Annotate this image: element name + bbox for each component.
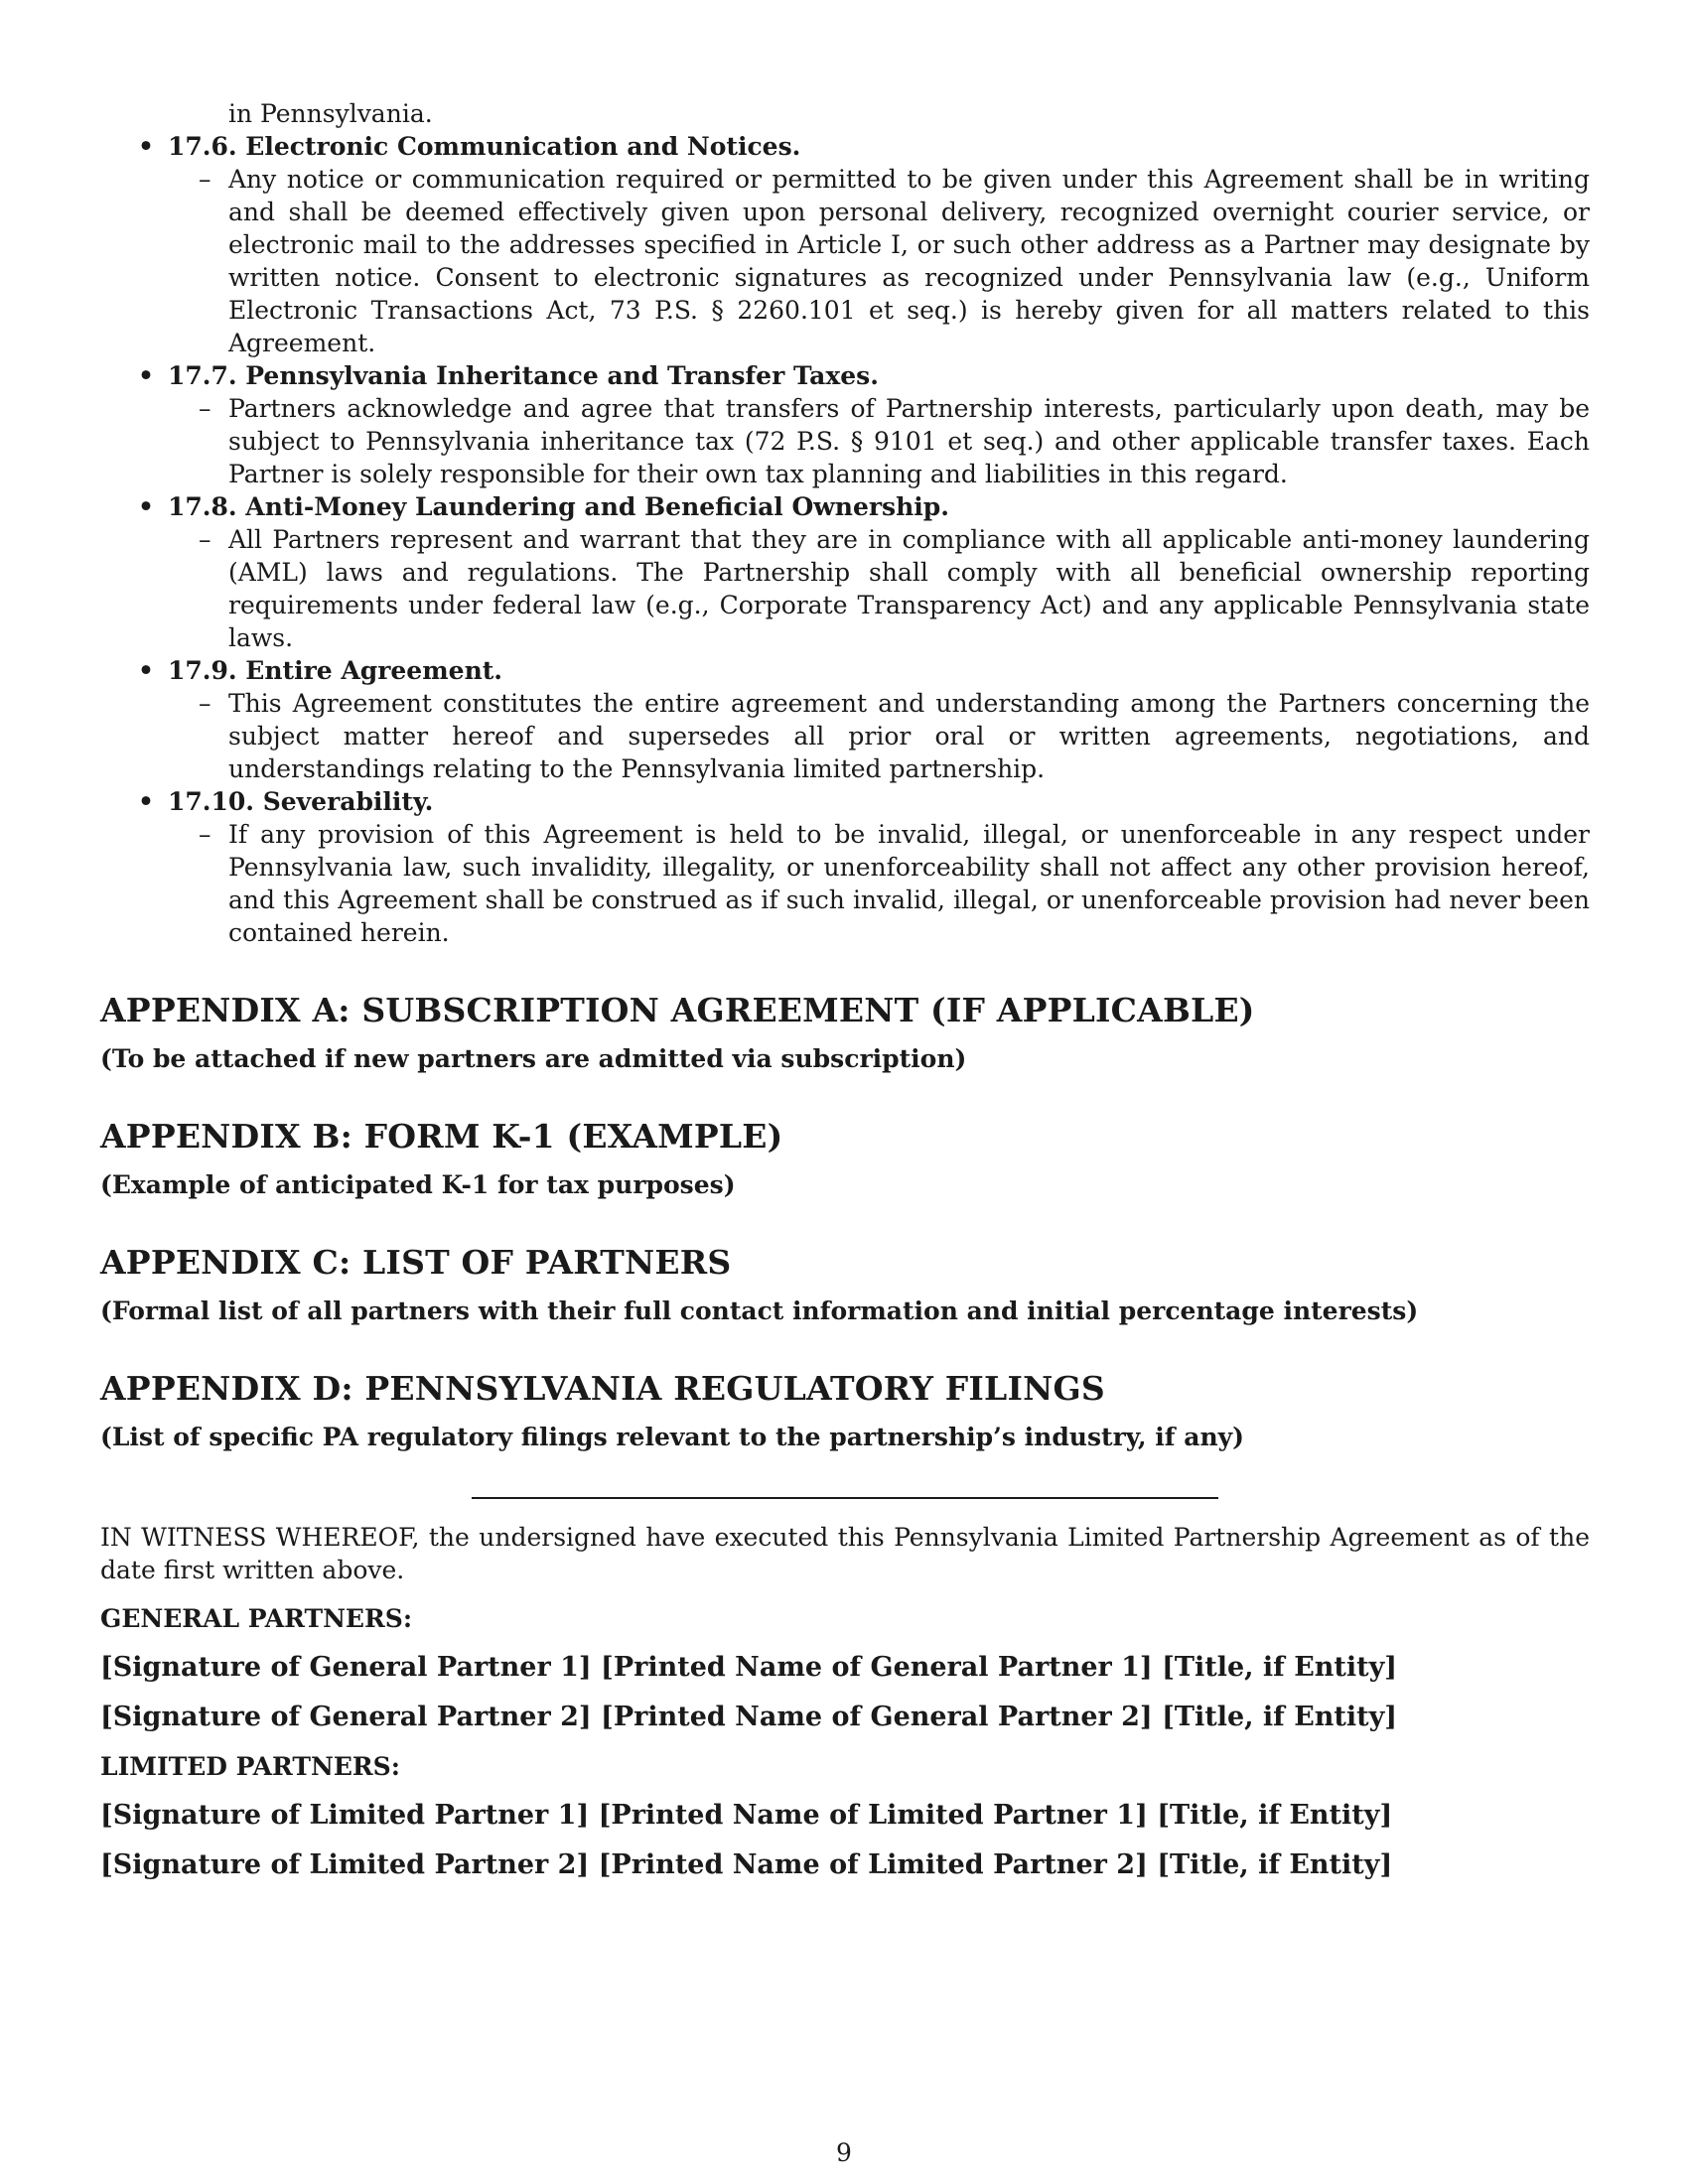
dash-icon: –: [199, 165, 211, 194]
continuation-text: in Pennsylvania.: [228, 99, 433, 128]
section-heading: 17.6. Electronic Communication and Notices.: [168, 132, 801, 161]
section-17-10: [100, 785, 1590, 949]
section-heading: 17.10. Severability.: [168, 787, 434, 816]
appendix-title: APPENDIX C: LIST OF PARTNERS: [100, 1243, 732, 1282]
section-body: If any provision of this Agreement is held to be invalid, illegal, or unenforceable in any respect under Pennsylvania law, such invalidity, illegality, or unenforceability shall not affect any other provision hereof, and this Agreement shall be construed as if such invalid, illegal, or unenforceable provision had never been contained herein.: [228, 820, 1590, 947]
witness-paragraph: IN WITNESS WHEREOF, the undersigned have executed this Pennsylvania Limited Partnership Agreement as of the date first written above.: [100, 1523, 1590, 1584]
section-body: This Agreement constitutes the entire agreement and understanding among the Partners concerning the subject matter hereof and supersedes all prior oral or written agreements, negotiations, and understandings relating to the Pennsylvania limited partnership.: [228, 689, 1590, 783]
section-body: Any notice or communication required or permitted to be given under this Agreement shall be in writing and shall be deemed effectively given upon personal delivery, recognized overnight courier service, or electronic mail to the addresses specified in Article I, or such other address as a Partner may designate by written notice. Consent to electronic signatures as recognized under Pennsylvania law (e.g., Uniform Electronic Transactions Act, 73 P.S. § 2260.101 et seq.) is hereby given for all matters related to this Agreement.: [228, 165, 1590, 357]
appendix-title: APPENDIX A: SUBSCRIPTION AGREEMENT (IF APPLICABLE): [100, 991, 1255, 1029]
appendix-title: APPENDIX D: PENNSYLVANIA REGULATORY FILINGS: [100, 1369, 1105, 1408]
bullet-icon: •: [138, 492, 154, 521]
general-partners-heading: GENERAL PARTNERS:: [100, 1604, 413, 1633]
appendix-d: [100, 1369, 1590, 1453]
bullet-icon: •: [138, 132, 154, 161]
limited-partner-signature-line: [Signature of Limited Partner 2] [Printed Name of Limited Partner 2] [Title, if Entity]: [100, 1849, 1393, 1880]
section-17-6: [100, 130, 1590, 359]
bullet-icon: •: [138, 361, 154, 390]
general-partner-signature-line: [Signature of General Partner 1] [Printed Name of General Partner 1] [Title, if Entity]: [100, 1652, 1398, 1683]
dash-icon: –: [199, 394, 211, 423]
section-heading: 17.9. Entire Agreement.: [168, 656, 502, 685]
dash-icon: –: [199, 689, 211, 718]
appendix-subtitle: (To be attached if new partners are admitted via subscription): [100, 1044, 967, 1073]
appendix-subtitle: (Formal list of all partners with their full contact information and initial percentage interests): [100, 1297, 1419, 1325]
dash-icon: –: [199, 820, 211, 849]
section-body: Partners acknowledge and agree that transfers of Partnership interests, particularly upon death, may be subject to Pennsylvania inheritance tax (72 P.S. § 9101 et seq.) and other applicable transfer taxes. Each Partner is solely responsible for their own tax planning and liabilities in this regard.: [228, 394, 1590, 488]
section-heading: 17.7. Pennsylvania Inheritance and Transfer Taxes.: [168, 361, 879, 390]
section-17-9: [100, 654, 1590, 785]
limited-partners-heading: LIMITED PARTNERS:: [100, 1752, 400, 1781]
bullet-icon: •: [138, 656, 154, 685]
document-page: [100, 97, 1590, 1882]
section-list: [100, 130, 1590, 949]
appendix-title: APPENDIX B: FORM K-1 (EXAMPLE): [100, 1117, 783, 1156]
limited-partner-signature-line: [Signature of Limited Partner 1] [Printed Name of Limited Partner 1] [Title, if Entity]: [100, 1800, 1393, 1831]
general-partner-signature-line: [Signature of General Partner 2] [Printed Name of General Partner 2] [Title, if Entity]: [100, 1702, 1398, 1732]
appendix-c: [100, 1243, 1590, 1327]
horizontal-divider: [472, 1497, 1218, 1499]
dash-icon: –: [199, 525, 211, 554]
appendix-subtitle: (Example of anticipated K-1 for tax purposes): [100, 1170, 736, 1199]
bullet-icon: •: [138, 787, 154, 816]
appendix-subtitle: (List of specific PA regulatory filings relevant to the partnership’s industry, if any): [100, 1423, 1244, 1451]
section-17-7: [100, 359, 1590, 490]
section-body: All Partners represent and warrant that they are in compliance with all applicable anti-money laundering (AML) laws and regulations. The Partnership shall comply with all beneficial ownership reporting requirements under federal law (e.g., Corporate Transparency Act) and any applicable Pennsylvania state laws.: [228, 525, 1590, 652]
appendix-b: [100, 1117, 1590, 1201]
section-heading: 17.8. Anti-Money Laundering and Beneficial Ownership.: [168, 492, 949, 521]
page-number: 9: [836, 2138, 852, 2167]
section-17-8: [100, 490, 1590, 654]
appendix-a: [100, 991, 1590, 1075]
